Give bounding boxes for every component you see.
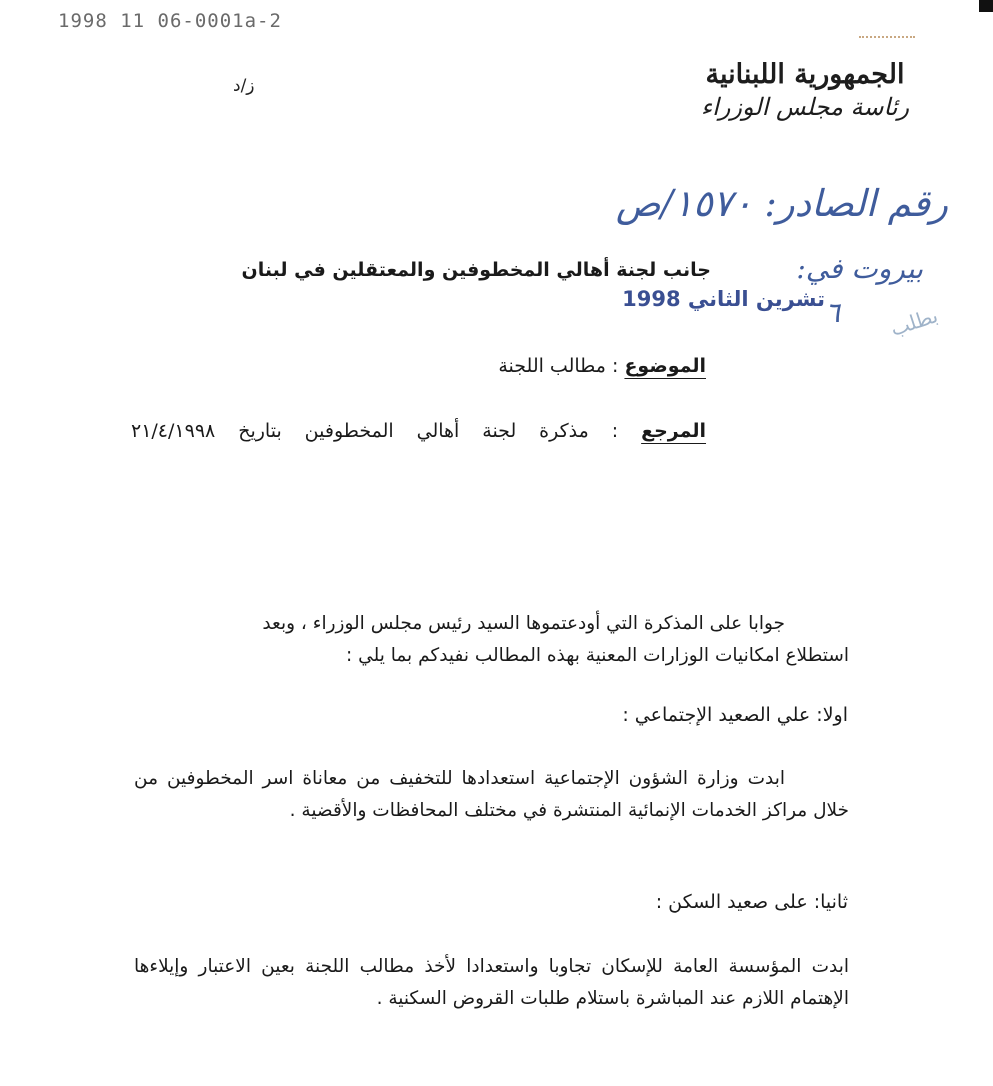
letterhead-presidency: رئاسة مجلس الوزراء [700, 93, 910, 121]
second-paragraph [134, 951, 849, 1015]
subject-line [498, 355, 706, 377]
reference-value: مذكرة لجنة أهالي المخطوفين بتاريخ ٢١/٤/١٩٩٨ [131, 420, 589, 442]
date-day: ٦ [825, 296, 841, 329]
second-paragraph-text: ابدت المؤسسة العامة للإسكان تجاوبا واستعدادا لأخذ مطالب اللجنة بعين الاعتبار وإيلاءها الإهتمام اللازم عند المباشرة باستلام طلبات القروض السكنية . [134, 956, 849, 1009]
recipient: جانب لجنة أهالي المخطوفين والمعتقلين في لبنان [241, 259, 711, 281]
letterhead-ornament [859, 36, 915, 44]
scan-edge [979, 0, 993, 12]
intro-line-2: استطلاع امكانيات الوزارات المعنية بهذه المطالب نفيدكم بما يلي : [346, 645, 849, 666]
intro-line-1: جوابا على المذكرة التي أودعتموها السيد رئيس مجلس الوزراء ، وبعد [262, 613, 785, 634]
letterhead-republic: الجمهورية اللبنانية [705, 59, 905, 90]
letterhead [695, 58, 915, 122]
subject-separator: : [611, 355, 619, 377]
reference-line [131, 420, 706, 442]
issue-number: رقم الصادر: ١٥٧٠/ص [615, 182, 948, 225]
second-heading: ثانيا: على صعيد السكن : [655, 891, 848, 913]
first-paragraph-text: ابدت وزارة الشؤون الإجتماعية استعدادها للتخفيف من معاناة اسر المخطوفين من خلال مراكز الخدمات الإنمائية المنتشرة في مختلف المحافظات والأقضية . [134, 768, 849, 821]
first-paragraph [134, 763, 849, 827]
city-date-label: بيروت في: [796, 252, 923, 285]
reference-label: المرجع [641, 420, 707, 442]
faint-handwriting: بطلب [887, 303, 941, 341]
reference-code: ز/د [233, 76, 255, 96]
subject-label: الموضوع [624, 355, 706, 377]
date-stamp: تشرين الثاني 1998 [622, 287, 825, 311]
archive-id: 1998 11 06-0001a-2 [58, 10, 282, 32]
first-heading: اولا: علي الصعيد الإجتماعي : [622, 704, 848, 726]
intro-paragraph [134, 608, 849, 672]
subject-value: مطالب اللجنة [498, 355, 606, 377]
reference-separator: : [611, 420, 619, 442]
